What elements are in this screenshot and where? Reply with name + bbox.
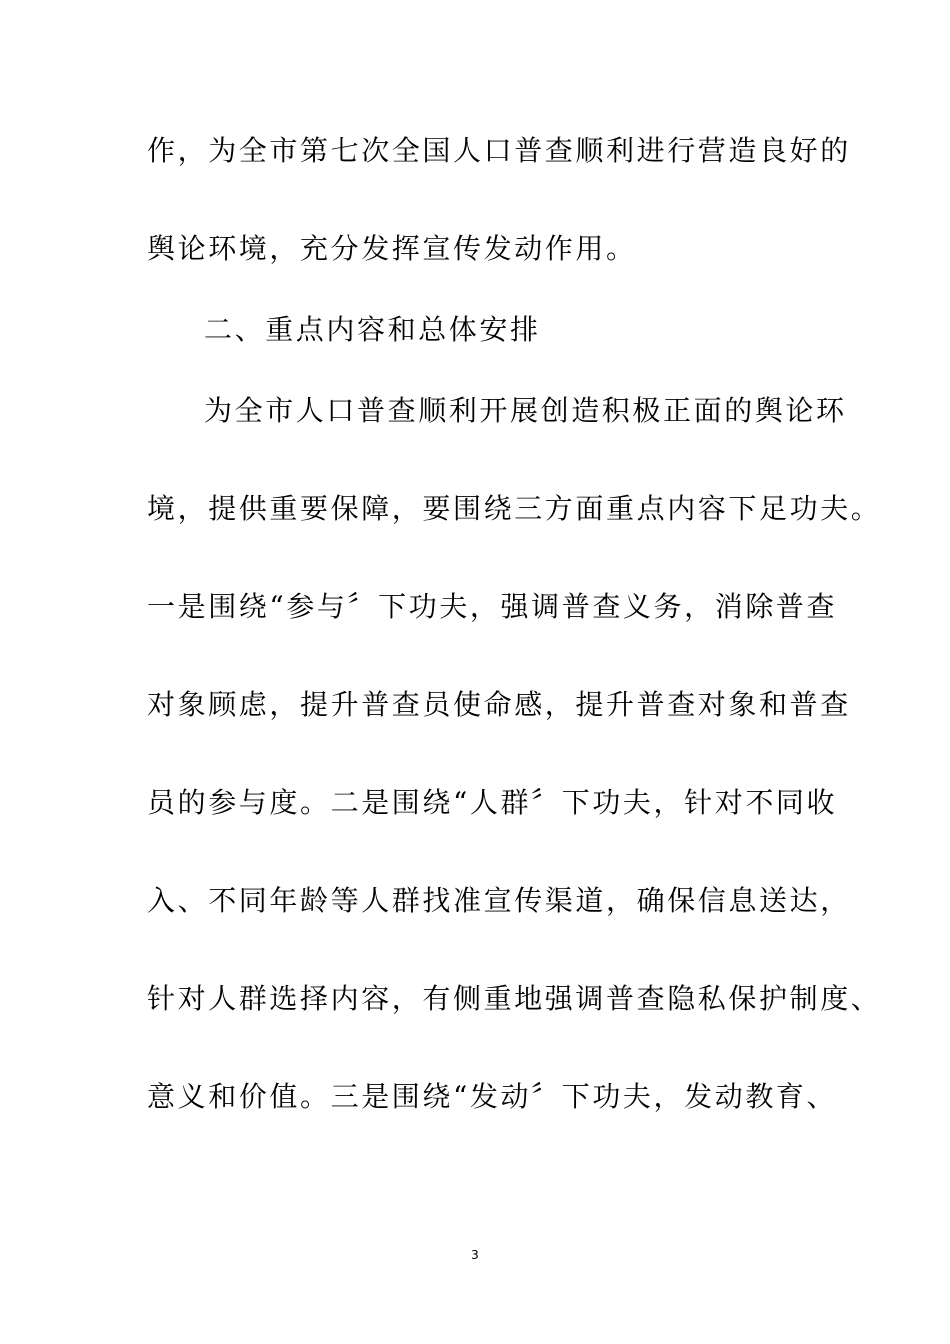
text-line: 员的参与度。二是围绕“人群〞下功夫，针对不同收	[147, 786, 838, 819]
text-line: 境，提供重要保障，要围绕三方面重点内容下足功夫。	[147, 492, 882, 525]
text-line: 舆论环境，充分发挥宣传发动作用。	[147, 232, 637, 265]
text-line: 对象顾虑，提升普查员使命感，提升普查对象和普查	[147, 688, 851, 721]
text-line: 为全市人口普查顺利开展创造积极正面的舆论环	[204, 394, 847, 427]
text-line: 意义和价值。三是围绕“发动〞下功夫，发动教育、	[147, 1080, 838, 1113]
text-line: 针对人群选择内容，有侧重地强调普查隐私保护制度、	[147, 982, 882, 1015]
text-line: 作，为全市第七次全国人口普查顺利进行营造良好的	[147, 134, 851, 167]
text-line: 入、不同年龄等人群找准宣传渠道，确保信息送达，	[147, 884, 851, 917]
page-number: 3	[471, 1248, 479, 1262]
section-heading: 二、重点内容和总体安排	[204, 313, 541, 346]
text-line: 一是围绕“参与〞下功夫，强调普查义务，消除普查	[147, 590, 838, 623]
